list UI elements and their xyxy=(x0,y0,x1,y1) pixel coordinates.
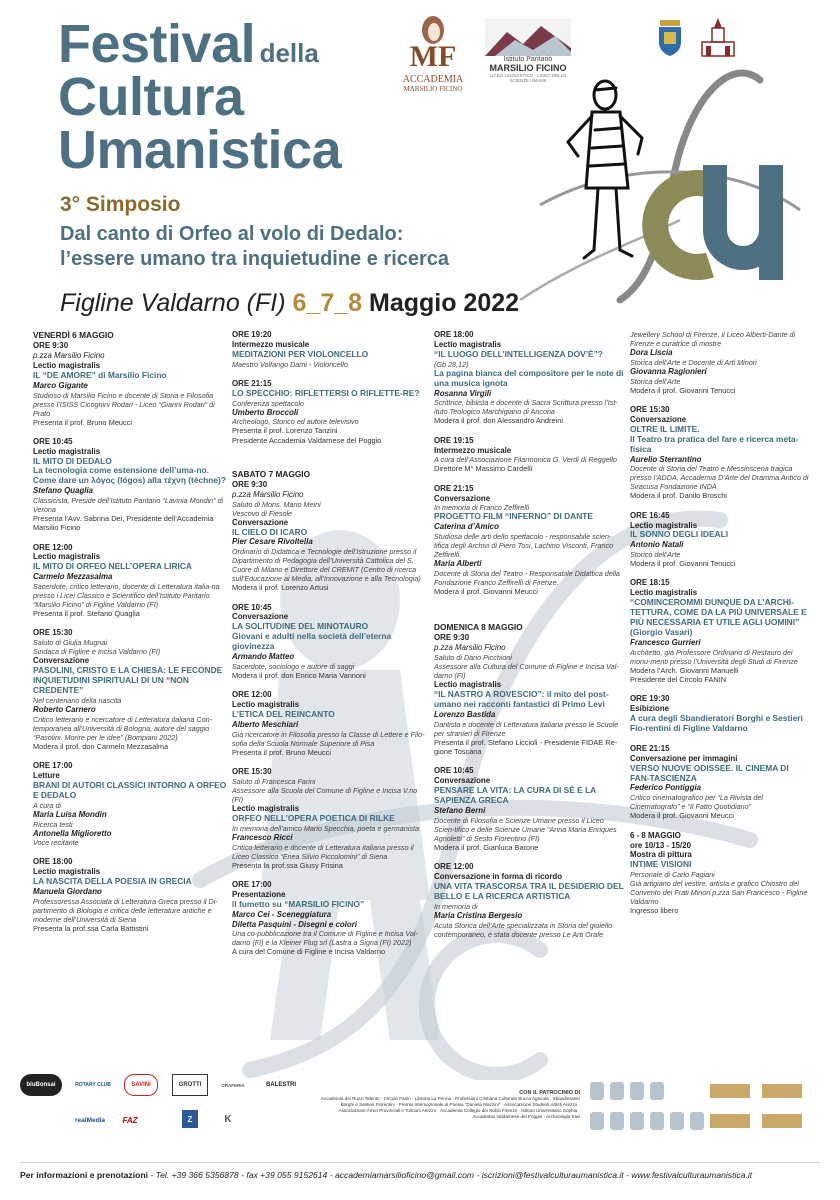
event xyxy=(33,341,228,427)
event-presenter: Modera il prof. Gianluca Barone xyxy=(434,842,539,852)
event-title: Il fumetto su “MARSILIO FICINO” xyxy=(232,898,365,909)
event-speaker: Marco Gigante xyxy=(33,380,88,390)
event-title: “COMINCEROMMI DUNQUE DA L’ARCHI-TETTURA, COME DA LA PIÙ UNIVERSALE E PIÙ NECESSARIA ET UTILE AGLI UOMINI” (Giorgio Vasari) xyxy=(630,597,807,638)
day-heading: SABATO 7 MAGGIO xyxy=(232,468,311,479)
event-speaker-desc: Ordinario di Didattica e Tecnologie dell’Istruzione presso il Dipartimento di Pedagogia dell’Università Cattolica del S. Cuore di Milano e Direttore del CREMIT (Centro di ricerca sull’Educazione ai Media, all’Innovazione e alla Tecnologia) xyxy=(232,547,421,584)
day-heading: VENERDÌ 6 MAGGIO xyxy=(33,330,114,340)
event-title: OLTRE IL LIMITE. xyxy=(630,423,700,434)
event-type: Conversazione xyxy=(434,493,491,503)
event-time: ORE 9:30 xyxy=(434,633,470,643)
event-time: ORE 19:20 xyxy=(232,330,272,339)
event-speaker: Federico Pontiggia xyxy=(630,783,702,793)
event-type: Conversazione in forma di ricordo xyxy=(434,871,563,881)
sponsor-logo: ROTARY CLUB xyxy=(75,1082,111,1088)
event-title: IL MITO DI ORFEO NELL’OPERA LIRICA xyxy=(33,561,192,572)
patron-crests-icon xyxy=(590,1078,820,1140)
event xyxy=(630,330,810,395)
event-time: ORE 19:30 xyxy=(630,694,670,704)
event-title: IL CIELO DI ICARO xyxy=(232,526,308,537)
event-speaker: Maria Luisa Mondin xyxy=(33,809,107,819)
event xyxy=(630,511,810,569)
location-dates xyxy=(60,289,519,318)
event-type: Lectio magistralis xyxy=(232,803,300,813)
month-year: Maggio 2022 xyxy=(369,289,520,317)
istituto-line1: Istituto Paritario xyxy=(503,56,553,63)
title-della: della xyxy=(259,38,319,68)
event-presenter: Presenta il prof. Stefano Liccioli - Presidente FIDAE Re-gione Toscana xyxy=(434,737,618,757)
event xyxy=(232,480,428,593)
event-presenter: Modera il prof. Lorenzo Artusi xyxy=(232,583,329,593)
event-time: ORE 10:45 xyxy=(33,436,73,446)
event-time: ORE 9:30 xyxy=(232,479,268,489)
sponsor-logo: bluBonsai xyxy=(20,1074,62,1096)
event-speaker-desc: Storico dell’Arte xyxy=(630,550,681,560)
event-type: Mostra di pittura xyxy=(630,850,692,860)
event-title: PASOLINI, CRISTO E LA CHIESA: LE FECONDE INQUIETUDINI SPIRITUALI DI UN “NON CREDENTE” xyxy=(33,665,223,696)
event-presenter: Modera il prof. don Carmelo Mezzasalma xyxy=(33,741,169,751)
event-title: PROGETTO FILM “INFERNO” DI DANTE xyxy=(434,511,593,522)
event-title: INTIME VISIONI xyxy=(630,859,692,870)
event-speaker: Stefano Quaglia xyxy=(33,486,94,496)
event-type: Esibizione xyxy=(630,704,670,714)
event-presenter: Presenta il prof. Bruno Meucci xyxy=(232,747,331,757)
day-heading: DOMENICA 8 MAGGIO xyxy=(434,622,523,633)
event xyxy=(232,379,428,445)
event-presenter: Ingresso libero xyxy=(630,906,679,916)
accademia-name: ACCADEMIA xyxy=(402,74,464,85)
event-speaker-desc: Architetto, già Professore Ordinario di Restauro dei monu-menti presso l’Università degli Studi di Firenze xyxy=(630,647,798,666)
event-time: ORE 18:00 xyxy=(33,857,73,867)
event-presenter: Modera l’Arch. Giovanni Manuelli xyxy=(630,665,739,675)
event-greeting-role: Vescovo di Fiesole xyxy=(232,508,293,518)
event-presenter: A cura del Comune di Figline e Incisa Valdarno xyxy=(232,947,386,957)
event-time: ORE 10:45 xyxy=(232,602,272,612)
event-note: Conferenza spettacolo xyxy=(232,398,304,408)
event-speaker-desc: Archeologo, Storico ed autore televisivo xyxy=(232,417,359,427)
event-presenter-role: Presidente Accademia Valdarnese del Poggio xyxy=(232,435,382,445)
title-festival: Festival xyxy=(58,14,256,74)
mountain-icon xyxy=(485,18,571,56)
event-title: VERSO NUOVE ODISSEE. IL CINEMA DI FAN-TASCIENZA xyxy=(630,762,789,783)
event-time: ORE 10:45 xyxy=(434,766,474,776)
event-speaker: Alberto Meschiari xyxy=(232,719,299,729)
event-presenter-role: Presidente del Circolo FANIN xyxy=(630,675,727,685)
event xyxy=(232,330,428,369)
event-speaker: Armando Matteo xyxy=(232,652,295,662)
event-speaker: Diletta Pasquini - Disegni e colori xyxy=(232,919,357,929)
event-speaker-desc: Storica dell’Arte xyxy=(630,376,681,386)
event-time: ORE 12:00 xyxy=(33,542,73,552)
event-title: PENSARE LA VITA: LA CURA DI SÉ E LA SAPIENZA GRECA xyxy=(434,785,596,805)
event-speaker: Antonio Natali xyxy=(630,540,684,550)
event-speaker: Marco Cei - Sceneggiatura xyxy=(232,909,332,919)
footer-label: Per informazioni e prenotazioni xyxy=(20,1170,148,1180)
event-speaker: Stefano Berni xyxy=(434,805,486,815)
event-speaker-desc: Critico letterario e ricercatore di Letteratura italiana Con-temporanea all’Università di Bologna, autore del saggio “Pasolini. Morire per le idee” (Bompiani 2022) xyxy=(33,714,212,742)
event-greeting: Personale di Carlo Fagiani xyxy=(630,870,715,880)
fcu-figure-artwork xyxy=(500,60,820,310)
event-type: Conversazione xyxy=(630,414,687,424)
event-note: A cura di xyxy=(33,800,62,810)
event xyxy=(33,543,228,619)
event-speaker: Manuela Giordano xyxy=(33,887,102,897)
event-type: Lectio magistralis xyxy=(434,339,502,349)
event xyxy=(33,628,228,751)
event-speaker-desc: Critico letterario e docente di Letteratura italiana presso il Liceo Classico “Enea Silvio Piccolomini” di Siena xyxy=(232,842,414,861)
event-type: Letture xyxy=(33,770,60,780)
event-presenter: Modera il prof. Giovanni Meucci xyxy=(630,811,734,821)
event xyxy=(434,436,624,474)
event-speaker: Umberto Broccoli xyxy=(232,407,299,417)
event-title: L’ETICA DEL REINCANTO xyxy=(232,709,335,720)
event-subtitle: Il Teatro tra pratica del fare e ricerca meta-fisica xyxy=(630,433,799,454)
program-column-saturday-sunday xyxy=(434,330,624,949)
event-type: Lectio magistralis xyxy=(630,520,698,530)
sponsor-logo: FAZ xyxy=(122,1115,138,1125)
event-type: Lectio magistralis xyxy=(33,446,101,456)
event xyxy=(434,862,624,939)
event-time: ORE 17:00 xyxy=(232,879,272,889)
event-type: Lectio magistralis xyxy=(630,588,698,598)
program-column-friday-saturday xyxy=(232,330,428,967)
event-speaker: Lorenzo Bastida xyxy=(434,709,496,719)
event-presenter: Presenta il prof. Stefano Quaglia xyxy=(33,609,140,619)
event-title: LO SPECCHIO: RIFLETTERSI O RIFLETTE-RE? xyxy=(232,387,420,398)
sponsor-logo: Z xyxy=(182,1110,198,1128)
event-presenter: Presenta l’Avv. Sabrina Dei, Presidente dell’Accademia Marsilio Ficino xyxy=(33,514,214,533)
event-time: ORE 16:45 xyxy=(630,510,670,520)
event-title: MEDITAZIONI PER VIOLONCELLO xyxy=(232,348,369,359)
event xyxy=(434,766,624,852)
event-speaker: Aurelio Sterrantino xyxy=(630,454,702,464)
event-speaker-desc: Critico cinematografico per “La Rivista del Cinematografo” e “Il Fatto Quotidiano” xyxy=(630,793,764,812)
event-speaker: Antonella Miglioretto xyxy=(33,828,112,838)
event-presenter: Presenta il prof. Lorenzo Tanzini xyxy=(232,426,338,436)
event-speaker-desc: Classicista, Preside dell’Istituto Paritario “Lavinia Mondin” di Verona xyxy=(33,496,224,515)
event-speaker-desc: Già ricercatore in Filosofia presso la Classe di Lettere e Filo-sofia della Scuola Normale Superiore di Pisa xyxy=(232,729,425,748)
subtitle-line2: l’essere umano tra inquietudine e ricerca xyxy=(60,248,450,270)
event-time: ORE 15:30 xyxy=(630,405,670,415)
event-title: LA NASCITA DELLA POESIA IN GRECIA xyxy=(33,876,192,887)
simposio-label: 3° Simposio xyxy=(60,193,181,216)
event-type: Conversazione xyxy=(232,612,289,622)
event-time: ORE 18:15 xyxy=(630,578,670,588)
event-speaker-desc: Professoressa Associata di Letteratura Greca presso il Di-partimento di Biologia e critica delle letterature antiche e moderne dell’Università di Siena xyxy=(33,897,218,925)
event-presenter: Presenta il prof. Bruno Meucci xyxy=(33,417,132,427)
event-hours: ore 10/13 - 15/20 xyxy=(630,840,691,850)
sponsor-logo: SAVINI xyxy=(124,1074,158,1096)
event-note: (Gb 28,12) xyxy=(434,359,469,369)
event-speaker-desc: Jewellery School di Firenze, il Liceo Alberti-Dante di Firenze e curatrice di mostre xyxy=(630,330,796,348)
event-presenter: Direttore M° Massimo Cardelli xyxy=(434,464,533,474)
title-cultura: Cultura xyxy=(58,66,244,127)
subtitle-line1: Dal canto di Orfeo al volo di Dedalo: xyxy=(60,223,404,245)
event-greeting-role: Assessore alla Scuola del Comune di Figline e Incisa V.no (FI) xyxy=(232,785,418,804)
event-title: IL SONNO DEGLI IDEALI xyxy=(630,529,729,540)
event-speaker-desc: Una co-pubblicazione tra il Comune di Figline e Incisa Val-darno (FI) e la Kleiner Flug srl (Lastra a Signa (FI) 2022) xyxy=(232,929,418,948)
sponsor-logo: realMedia xyxy=(75,1116,105,1124)
program-column-friday xyxy=(33,330,228,943)
event-subtitle: La tecnologia come estensione dell’uma-no. Come dare un λόγος (lógos) alla τέχνη (téchne)? xyxy=(33,465,226,486)
event xyxy=(434,484,624,597)
festival-title xyxy=(58,14,342,180)
event-subtitle: Giovani e adulti nella società dell’eterna giovinezza xyxy=(232,631,392,652)
event-title: UNA VITA TRASCORSA TRA IL DESIDERIO DEL BELLO E LA RICERCA ARTISTICA xyxy=(434,880,624,901)
event xyxy=(232,880,428,957)
event-speaker-desc: Docente di Storia del Teatro e Messinscena tragica presso l’ADDA, Accademia D’Arte del Dramma Antico di Siracusa Fondazione INDA xyxy=(630,464,809,492)
event-time: ORE 9:30 xyxy=(33,341,69,350)
event-presenter: Modera il prof. don Alessandro Andreini xyxy=(434,416,564,426)
event-time: ORE 18:00 xyxy=(434,330,474,339)
event xyxy=(232,603,428,681)
accademia-mark: MF xyxy=(409,40,457,73)
dates: 6_7_8 xyxy=(292,289,363,317)
event-type: Lectio magistralis xyxy=(434,680,502,690)
event-speaker: Maria Alberti xyxy=(434,559,482,569)
event-greeting: Saluto di Dario Picchioni xyxy=(434,653,512,663)
istituto-line2: MARSILIO FICINO xyxy=(489,63,567,73)
event-speaker: Maria Cristina Bergesio xyxy=(434,910,523,920)
event-place: p.zza Marsilio Ficino xyxy=(434,643,506,653)
event-type: Conversazione xyxy=(33,656,90,666)
event xyxy=(232,690,428,757)
event-speaker-desc: Già artigiano del vestire, artista e grafico Chiostro del Convento dei Frati Minori p.zza San Francesco - Figline Valdarno xyxy=(630,879,808,907)
event xyxy=(33,857,228,933)
event-time: ORE 15:30 xyxy=(33,628,73,638)
event-presenter: Modera il prof. Giovanni Tenucci xyxy=(630,385,736,395)
event-speaker: Carmelo Mezzasalma xyxy=(33,572,113,582)
event-speaker-desc: Storica dell’Arte e Docente di Arti Minori xyxy=(630,357,757,367)
event-speaker: Francesco Gurrieri xyxy=(630,637,701,647)
event-greeting: Saluto di Mons. Mario Meini xyxy=(232,499,321,509)
event-time: ORE 17:00 xyxy=(33,761,73,771)
location: Figline Valdarno (FI) xyxy=(60,289,286,317)
event-title: LA SOLITUDINE DEL MINOTAURO xyxy=(232,621,369,632)
footer-contact-line: - Tel. +39 366 5356878 - fax +39 055 9152614 - accademiamarsilioficino@gmail.com - iscrizioni@festivalculturaumanistica.it - www.festivalculturaumanistica.it xyxy=(150,1170,753,1180)
event-presenter: Modera il prof. don Enrico Maria Vannoni xyxy=(232,671,366,681)
event xyxy=(630,831,810,916)
event-speaker: Giovanna Ragionieri xyxy=(630,366,707,376)
event-speaker-desc: A cura dell’Associazione Filarmonica G. Verdi di Reggello xyxy=(434,455,617,465)
event-type: Lectio magistralis xyxy=(33,867,101,877)
event-presenter: Modera il prof. Danilo Broschi xyxy=(630,491,727,501)
event-greeting: Saluto di Giulia Mugnai xyxy=(33,638,107,648)
event-place: p.zza Marsilio Ficino xyxy=(232,489,304,499)
event-title: A cura degli Sbandieratori Borghi e Sestieri Fio-rentini di Figline Valdarno xyxy=(630,713,803,733)
event-note: Voce recitante xyxy=(33,838,79,848)
comune-crest xyxy=(650,18,690,58)
event-time: ORE 21:15 xyxy=(630,743,670,753)
event-time: ORE 19:15 xyxy=(434,435,474,445)
event-type: Conversazione per immagini xyxy=(630,753,738,763)
event-speaker: Francesco Ricci xyxy=(232,832,293,842)
event-speaker: Pier Cesare Rivoltella xyxy=(232,537,313,547)
event-title: “IL LUOGO DELL’INTELLIGENZA DOV’È”? xyxy=(434,348,603,359)
event-time: 6 - 8 MAGGIO xyxy=(630,830,681,840)
event-title: ORFEO NELL’OPERA POETICA DI RILKE xyxy=(232,812,395,823)
sponsor-logo: K xyxy=(224,1113,232,1125)
event-note: Nel centenario della nascita xyxy=(33,695,122,705)
event-time: ORE 21:15 xyxy=(434,483,474,493)
event-type: Lectio magistralis xyxy=(232,700,300,710)
event-speaker-desc: Docente di Storia del Teatro - Responsabile Didattica della Fondazione Franco Zeffirelli di Firenze. xyxy=(434,569,620,588)
event-speaker-desc: Dantista e docente di Letteratura italiana presso le Scuole per stranieri di Firenze xyxy=(434,719,619,738)
event-speaker-desc: Sacerdote, critico letterario, docente di Letteratura italia-na presso i Licei Classico e Scientifico dell’Istituto Paritario “Marsilio Ficino” di Figline Valdarno (FI) xyxy=(33,582,220,610)
sponsor-logo: ORAFERIA xyxy=(221,1082,245,1088)
event-title: IL “DE AMORE” di Marsilio Ficino xyxy=(33,369,167,380)
event-title: IL MITO DI DEDALO xyxy=(33,455,112,466)
event-speaker-desc: Sacerdote, sociologo e autore di saggi xyxy=(232,662,355,672)
event-speaker-desc: Studioso di Marsilio Ficino e docente di Storia e Filosofia presso l’ISISS Cicognini Rodari - Liceo “Gianni Rodari” di Prato xyxy=(33,390,215,418)
patronage-heading: CON IL PATROCINIO DI xyxy=(519,1090,580,1096)
event-type: Conversazione xyxy=(434,776,491,786)
event-speaker-desc: Maestro Volfango Dami - Violoncello xyxy=(232,359,348,369)
sponsor-logo: GROTTI xyxy=(172,1074,208,1096)
event-type: Lectio magistralis xyxy=(33,552,101,562)
event-note: In memoria di xyxy=(434,901,478,911)
event-type: Lectio magistralis xyxy=(33,360,101,370)
program-column-sunday xyxy=(630,330,810,925)
event-note: In memoria di Franco Zeffirelli xyxy=(434,503,530,513)
accademia-sub: MARSILIO FICINO xyxy=(403,85,463,93)
event-speaker-desc: Scrittrice, biblista e docente di Sacra Scrittura presso l’Ist-ituto Teologico Marchigiano di Ancona xyxy=(434,398,618,417)
event-type: Presentazione xyxy=(232,889,286,899)
patronage-text: Accademia dei Ruzzi Talento · Circolo Fanin · Libreria La Penna · Professioni Cristiana Culturale Bucca Agricola · Sbandieratori Borghi e Sestieri Fiorentini · Premio Internazionale di Poesia “Daniela Mazzini” · Associazione Studenti Artisti Arezzo · Associazione Amici Provinciali e Toscani Arezzo · Accademia Collegio dei Nobili Firenze · Istituto Universitario Sophia · Accademia Valdarnese del Poggio · Archeologia Kiwi xyxy=(320,1096,580,1119)
event xyxy=(434,330,624,426)
event-speaker-desc: Studiosa delle arti dello spettacolo - responsabile scien-tifica degli Archivi di Piero Tosi, Lachino Visconti, Franco Zeffirelli. xyxy=(434,532,614,560)
event-speaker: Roberto Carnero xyxy=(33,704,96,714)
sponsor-logo: BALESTRI xyxy=(266,1082,296,1088)
event-type: Conversazione xyxy=(232,517,289,527)
event-note: Ricerca testi xyxy=(33,819,73,829)
event-place: p.zza Marsilio Ficino xyxy=(33,350,105,360)
festival-subtitle xyxy=(60,222,530,272)
event-presenter: Modera il prof. Giovanni Meucci xyxy=(434,587,538,597)
event xyxy=(33,437,228,533)
event xyxy=(630,744,810,821)
accademia-logo xyxy=(400,14,466,93)
patronage-block xyxy=(320,1090,580,1120)
event-speaker-desc: Docente di Filosofia e Scienze Umane presso il Liceo Scien-tifico e delle Scienze Umane “Anna Maria Enriques Agnoletti” di Sesto Fiorentino (FI) xyxy=(434,815,617,843)
event-speaker: Caterina d’Amico xyxy=(434,522,499,532)
event xyxy=(630,578,810,684)
event xyxy=(630,405,810,501)
event-subtitle: La pagina bianca del compositore per le note di una musica ignota xyxy=(434,367,624,388)
event-presenter: Presenta la prof.ssa Carla Battistini xyxy=(33,924,149,934)
title-umanistica: Umanistica xyxy=(58,119,342,180)
event-presenter: Presenta la prof.ssa Giusy Frisina xyxy=(232,860,343,870)
event-greeting: Saluto di Francesca Farini xyxy=(232,776,316,786)
event-type: Intermezzo musicale xyxy=(232,339,310,349)
event-time: ORE 12:00 xyxy=(434,861,474,871)
event-presenter: Modera il prof. Giovanni Tenucci xyxy=(630,559,736,569)
event-greeting-role: Assessore alla Cultura del Comune di Figline e Incisa Val-darno (FI) xyxy=(434,662,619,681)
event-title: “IL NASTRO A ROVESCIO”: il mito del post-umano nei racconti fantastici di Primo Levi xyxy=(434,689,609,710)
event-note: In memoria dell’amico Mario Specchia, poeta e germanista xyxy=(232,823,419,833)
event-speaker: Rosanna Virgili xyxy=(434,388,492,398)
event-time: ORE 15:30 xyxy=(232,767,272,777)
event-speaker-desc: Acuta Storica dell’Arte specializzata in Storia del gioiello contemporaneo, è stata docente presso Le Arti Orafe xyxy=(434,920,613,939)
event-type: Intermezzo musicale xyxy=(434,445,512,455)
event-greeting-role: Sindaca di Figline e Incisa Valdarno (FI) xyxy=(33,647,161,657)
istituto-line3: LICEO LINGUISTICO - LICEO DELLE SCIENZE UMANE xyxy=(489,73,567,83)
event-time: ORE 21:15 xyxy=(232,378,272,388)
event xyxy=(630,694,810,734)
tower-icon xyxy=(696,16,740,60)
event xyxy=(232,767,428,870)
footer-divider xyxy=(20,1162,820,1163)
fcu-letters: cu xyxy=(500,60,502,61)
event-title: BRANI DI AUTORI CLASSICI INTORNO A ORFEO E DEDALO xyxy=(33,779,227,800)
tower-logo xyxy=(692,16,744,60)
event xyxy=(434,633,624,756)
event-time: ORE 12:00 xyxy=(232,690,272,700)
event xyxy=(33,761,228,847)
footer-contacts xyxy=(20,1170,820,1180)
event-speaker: Dora Liscia xyxy=(630,348,673,357)
crest-icon xyxy=(655,18,685,58)
